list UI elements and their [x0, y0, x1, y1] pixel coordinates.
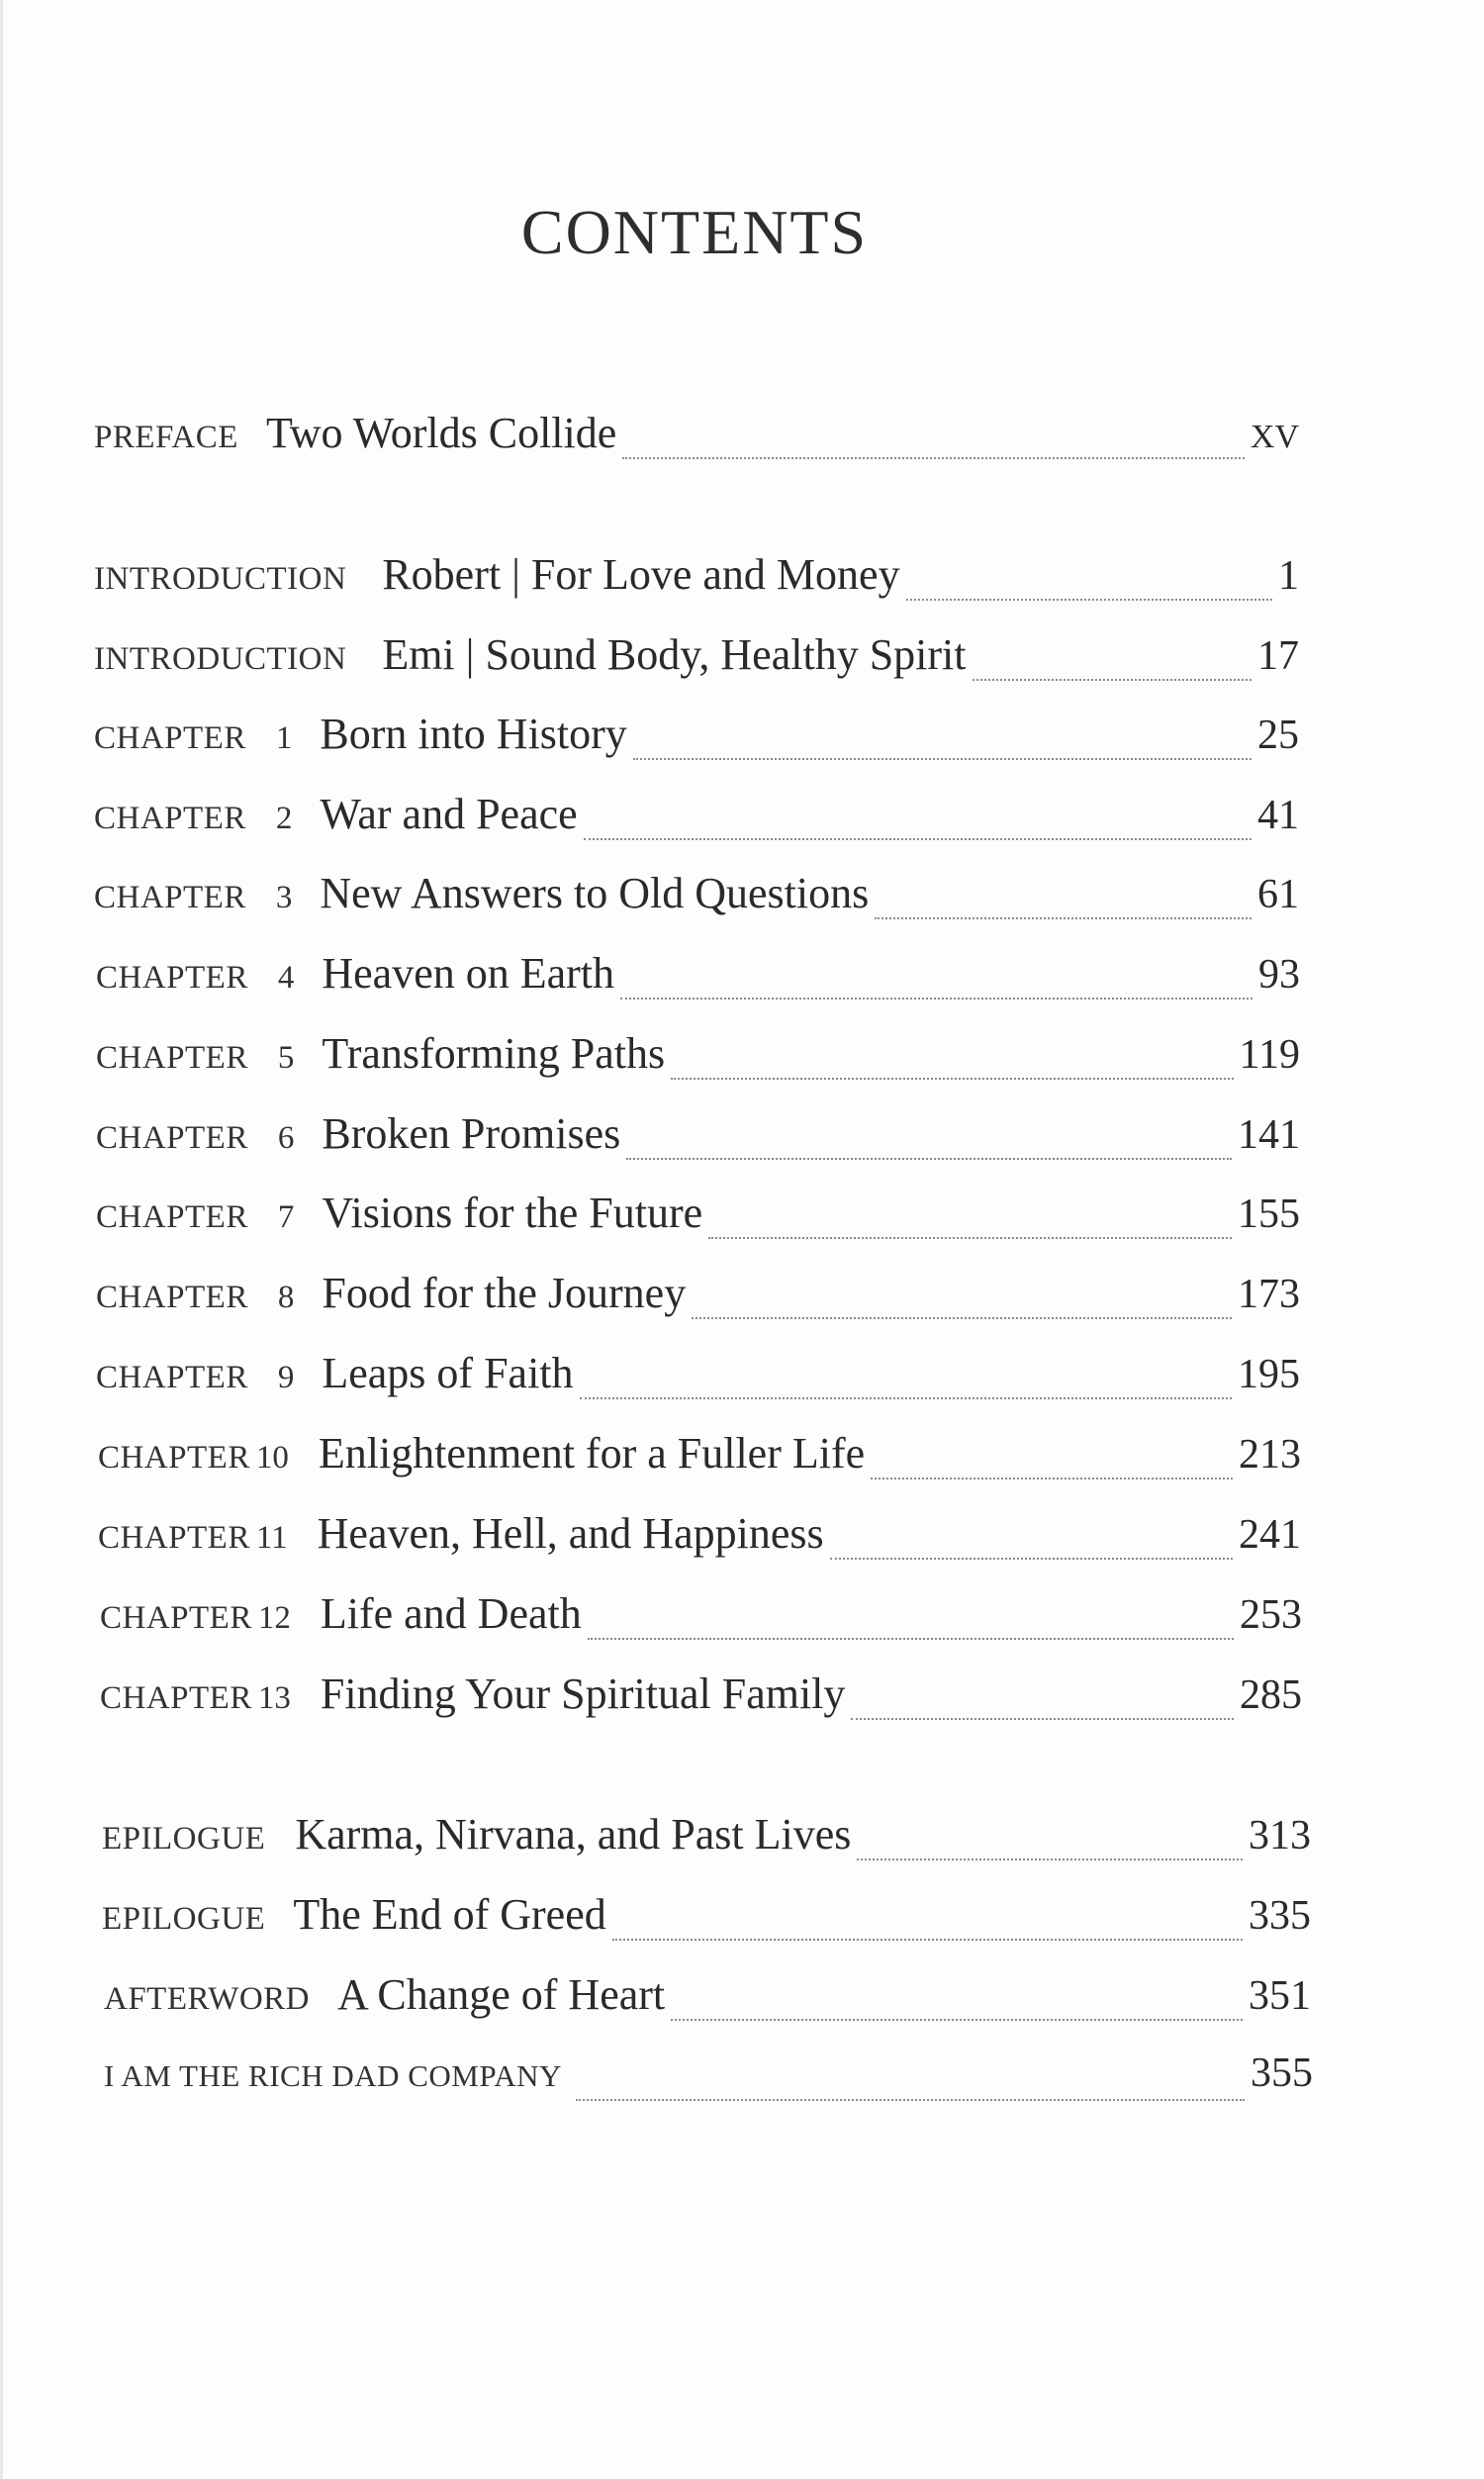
toc-entry-page: 285	[1240, 1672, 1302, 1718]
dot-leader	[671, 2019, 1243, 2021]
dot-leader	[620, 998, 1252, 1000]
toc-entry-label: INTRODUCTION	[94, 561, 347, 597]
toc-entry-page: 253	[1240, 1592, 1302, 1638]
toc-entry-number: 12	[257, 1600, 291, 1636]
toc-entry-chapter-2	[94, 789, 1299, 848]
toc-entry-label: CHAPTER	[96, 1360, 248, 1395]
toc-entry-label: CHAPTER	[96, 1040, 248, 1076]
toc-entry-afterword	[104, 1969, 1311, 2029]
toc-entry-number: 11	[255, 1520, 288, 1556]
dot-leader	[626, 1158, 1232, 1160]
toc-entry-chapter-9	[96, 1348, 1300, 1407]
toc-entry-page: 141	[1238, 1112, 1300, 1158]
toc-entry-number: 6	[277, 1120, 295, 1156]
toc-entry-chapter-4	[96, 948, 1300, 1007]
toc-entry-label: CHAPTER	[100, 1600, 252, 1636]
dot-leader	[875, 917, 1252, 919]
toc-entry-chapter-11	[98, 1508, 1301, 1568]
toc-entry-number: 3	[275, 880, 293, 915]
toc-entry-page: 119	[1239, 1032, 1300, 1078]
dot-leader	[576, 2099, 1245, 2101]
toc-entry-label: CHAPTER	[98, 1440, 250, 1476]
toc-entry-label: CHAPTER	[94, 880, 246, 915]
toc-entry-number: 1	[275, 720, 293, 756]
toc-entry-chapter-5	[96, 1028, 1300, 1088]
toc-entry-title: Finding Your Spiritual Family	[320, 1669, 846, 1718]
dot-leader	[588, 1638, 1234, 1640]
toc-entry-page: XV	[1250, 419, 1299, 455]
toc-entry-page: 155	[1238, 1192, 1300, 1237]
toc-entry-number: 10	[255, 1440, 289, 1476]
toc-entry-chapter-8	[96, 1268, 1300, 1327]
toc-entry-title: Transforming Paths	[322, 1029, 666, 1078]
toc-entry-chapter-12	[100, 1588, 1302, 1648]
toc-entry-title: Heaven on Earth	[322, 949, 615, 998]
dot-leader	[580, 1397, 1232, 1399]
toc-entry-page: 173	[1238, 1272, 1300, 1317]
toc-entry-chapter-6	[96, 1108, 1300, 1168]
dot-leader	[871, 1478, 1233, 1479]
toc-entry-title: Born into History	[320, 710, 627, 758]
toc-entry-preface	[94, 408, 1299, 467]
toc-entry-label: PREFACE	[94, 420, 238, 455]
toc-entry-page: 241	[1239, 1512, 1301, 1558]
dot-leader	[622, 457, 1245, 459]
toc-entry-title: Leaps of Faith	[322, 1349, 574, 1397]
toc-entry-title: New Answers to Old Questions	[320, 869, 870, 917]
toc-entry-label: AFTERWORD	[104, 1981, 311, 2017]
dot-leader	[692, 1317, 1232, 1319]
toc-entry-number: 2	[275, 801, 293, 836]
toc-entry-title: A Change of Heart	[337, 1970, 666, 2019]
toc-entry-epilogue-greed	[102, 1889, 1311, 1949]
toc-entry-page: 195	[1238, 1352, 1300, 1397]
toc-entry-page: 25	[1257, 713, 1299, 758]
toc-entry-label: CHAPTER	[100, 1680, 252, 1716]
toc-entry-chapter-10	[98, 1428, 1301, 1487]
dot-leader	[830, 1558, 1233, 1560]
toc-entry-page: 351	[1249, 1973, 1311, 2019]
toc-entry-introduction-emi	[94, 629, 1299, 689]
toc-entry-company	[104, 2050, 1313, 2109]
toc-entry-number: 7	[277, 1199, 295, 1235]
toc-entry-number: 8	[277, 1280, 295, 1315]
toc-entry-chapter-1	[94, 709, 1299, 768]
toc-entry-label: CHAPTER	[98, 1520, 250, 1556]
toc-entry-label: EPILOGUE	[102, 1821, 266, 1857]
dot-leader	[857, 1859, 1243, 1860]
toc-entry-title: Broken Promises	[322, 1109, 621, 1158]
dot-leader	[671, 1078, 1233, 1080]
toc-entry-label: CHAPTER	[94, 801, 246, 836]
toc-entry-page: 17	[1257, 633, 1299, 679]
toc-entry-number: 5	[277, 1040, 295, 1076]
toc-entry-page: 313	[1249, 1813, 1311, 1859]
toc-entry-number: 9	[277, 1360, 295, 1395]
toc-entry-label: CHAPTER	[96, 960, 248, 996]
dot-leader	[633, 758, 1252, 760]
dot-leader	[584, 838, 1252, 840]
toc-entry-page: 1	[1278, 553, 1299, 599]
toc-entry-page: 213	[1239, 1432, 1301, 1478]
toc-entry-number: 13	[257, 1680, 291, 1716]
toc-entry-page: 93	[1258, 952, 1300, 998]
toc-entry-page: 335	[1249, 1893, 1311, 1939]
toc-entry-page: 355	[1251, 2050, 1313, 2096]
toc-entry-title: War and Peace	[320, 790, 578, 838]
toc-entry-page: 61	[1257, 872, 1299, 917]
dot-leader	[906, 599, 1272, 601]
toc-entry-label: EPILOGUE	[102, 1901, 266, 1937]
toc-entry-title: Visions for the Future	[322, 1189, 703, 1237]
toc-entry-label: INTRODUCTION	[94, 641, 347, 677]
dot-leader	[973, 679, 1252, 681]
toc-entry-introduction-robert	[94, 549, 1299, 609]
toc-entry-page: 41	[1257, 793, 1299, 838]
dot-leader	[851, 1718, 1234, 1720]
toc-entry-title: Two Worlds Collide	[265, 409, 617, 457]
toc-entry-title: Karma, Nirvana, and Past Lives	[295, 1810, 852, 1859]
toc-entry-number: 4	[277, 960, 295, 996]
toc-entry-title: Emi | Sound Body, Healthy Spirit	[382, 630, 967, 679]
toc-entry-epilogue-karma	[102, 1809, 1311, 1868]
dot-leader	[708, 1237, 1232, 1239]
toc-entry-title: Life and Death	[320, 1589, 582, 1638]
toc-entry-title: The End of Greed	[293, 1890, 606, 1939]
toc-entry-title: Food for the Journey	[322, 1269, 687, 1317]
toc-entry-label: CHAPTER	[96, 1280, 248, 1315]
toc-entry-title: Enlightenment for a Fuller Life	[318, 1429, 866, 1478]
toc-entry-label: CHAPTER	[94, 720, 246, 756]
toc-entry-title: Robert | For Love and Money	[382, 550, 900, 599]
toc-entry-label: I AM THE RICH DAD COMPANY	[104, 2058, 562, 2093]
page-title: CONTENTS	[520, 197, 869, 267]
toc-entry-title: Heaven, Hell, and Happiness	[317, 1509, 824, 1558]
toc-entry-chapter-7	[96, 1188, 1300, 1247]
dot-leader	[612, 1939, 1243, 1941]
toc-entry-label: CHAPTER	[96, 1120, 248, 1156]
toc-entry-chapter-3	[94, 868, 1299, 927]
toc-entry-chapter-13	[100, 1669, 1302, 1728]
toc-entry-label: CHAPTER	[96, 1199, 248, 1235]
